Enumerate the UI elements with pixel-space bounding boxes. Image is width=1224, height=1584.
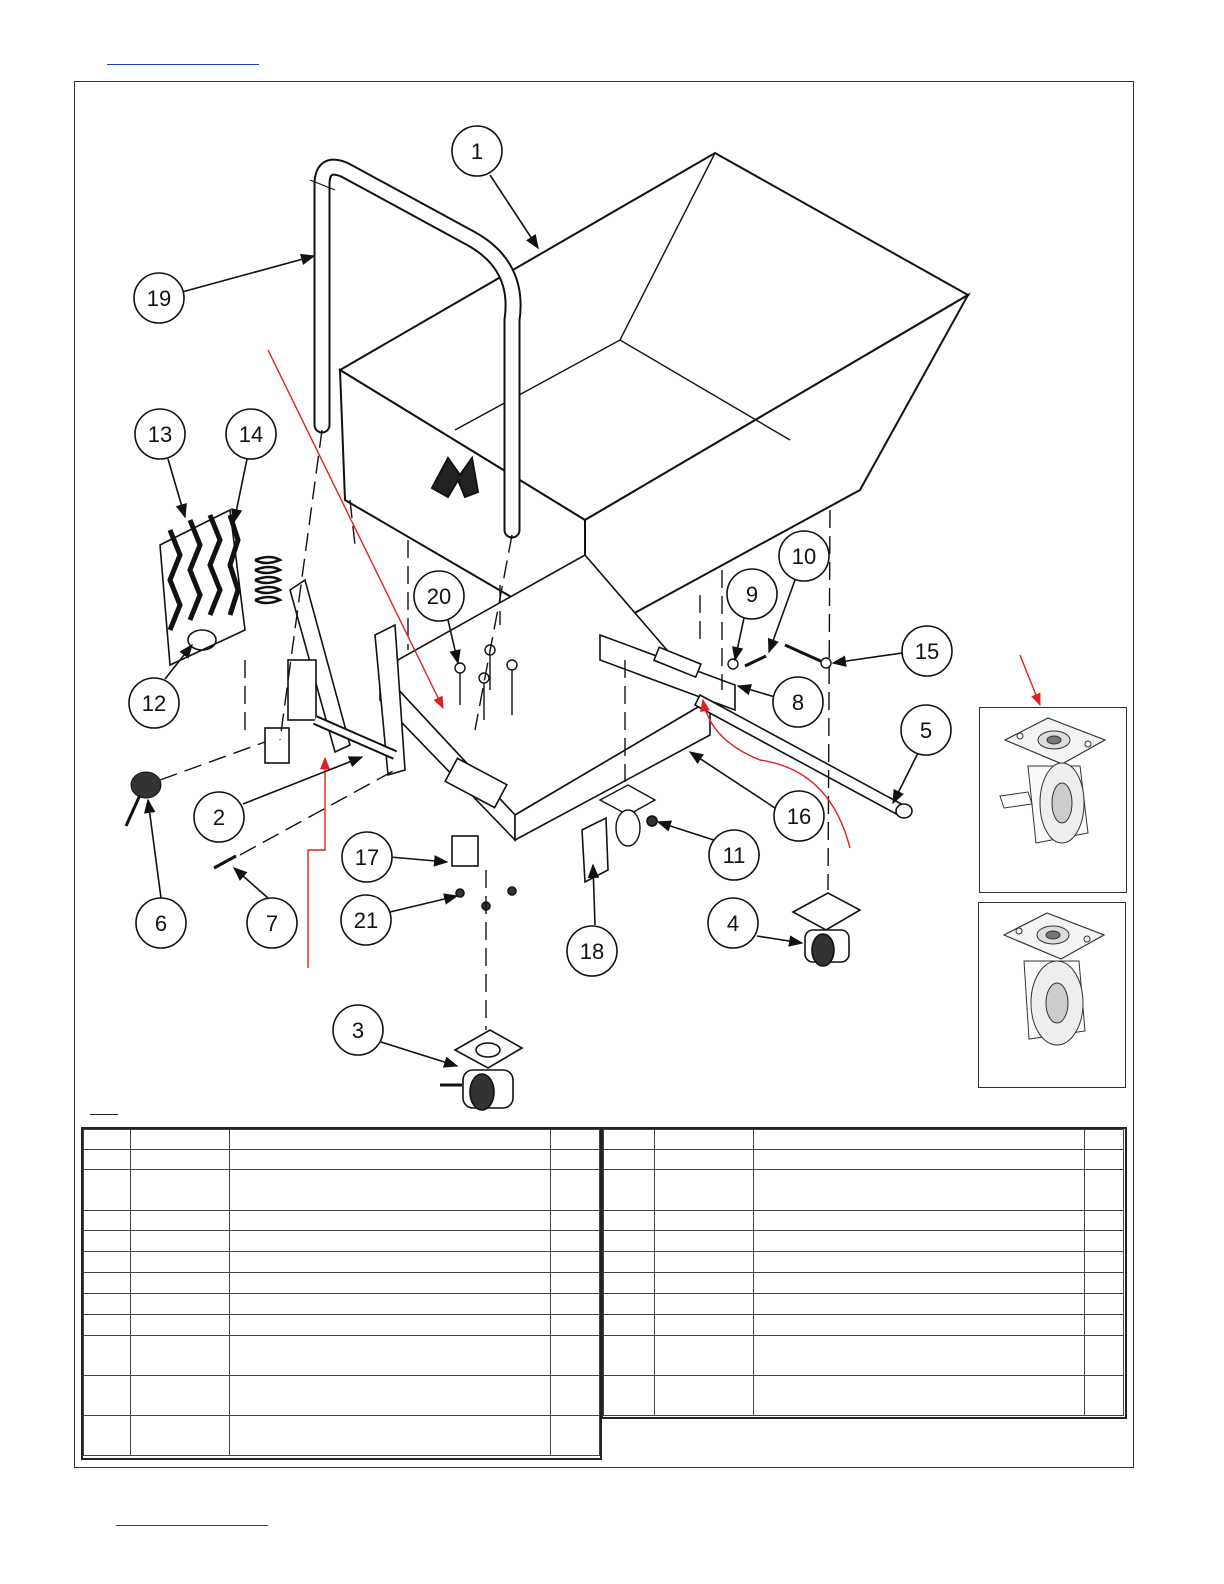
callout-13 [135,409,185,459]
caster-4 [793,893,860,966]
svg-text:13: 13 [147,422,173,447]
callout-5 [901,705,951,755]
svg-text:18: 18 [579,939,605,964]
callout-17 [342,832,392,882]
svg-text:2: 2 [212,805,226,830]
callout-1 [452,126,502,176]
svg-text:17: 17 [354,845,380,870]
callout-10 [779,531,829,581]
lift-lever [265,580,405,775]
bom-table-left [81,1127,602,1460]
callout-2 [194,792,244,842]
svg-text:21: 21 [353,908,379,933]
svg-text:10: 10 [791,544,817,569]
svg-text:4: 4 [726,911,740,936]
caster-3 [440,1030,522,1110]
callout-15 [902,626,952,676]
svg-text:19: 19 [146,286,172,311]
caster-rear [600,785,655,846]
callout-6 [136,898,186,948]
bom-table-right [602,1127,1127,1419]
callout-19 [134,273,184,323]
svg-text:3: 3 [351,1018,365,1043]
svg-text:11: 11 [722,843,746,868]
callout-8 [773,677,823,727]
callout-7 [247,898,297,948]
svg-text:5: 5 [919,718,933,743]
swivel-caster-icon [979,903,1125,1087]
table-title-rule [90,1114,118,1115]
svg-text:16: 16 [786,804,812,829]
chain-and-spring [160,510,280,665]
svg-text:7: 7 [265,911,279,936]
inset-caster-swivel [978,902,1126,1088]
svg-text:8: 8 [791,690,805,715]
bom-grid-right [603,1129,1124,1416]
svg-text:20: 20 [426,584,452,609]
callout-12 [129,678,179,728]
svg-text:6: 6 [154,911,168,936]
callout-3 [333,1005,383,1055]
callout-20 [414,571,464,621]
bom-grid-left [83,1129,600,1456]
svg-text:14: 14 [238,422,264,447]
svg-text:12: 12 [141,691,167,716]
callout-4 [708,898,758,948]
callout-11 [709,830,759,880]
svg-text:15: 15 [914,639,940,664]
callout-16 [774,791,824,841]
svg-text:1: 1 [470,139,484,164]
svg-text:9: 9 [745,582,759,607]
inset-caster-with-brake [979,707,1127,893]
callout-9 [727,569,777,619]
callout-14 [226,409,276,459]
callout-21 [341,895,391,945]
callout-18 [567,926,617,976]
swivel-caster-with-brake-icon [980,708,1126,892]
